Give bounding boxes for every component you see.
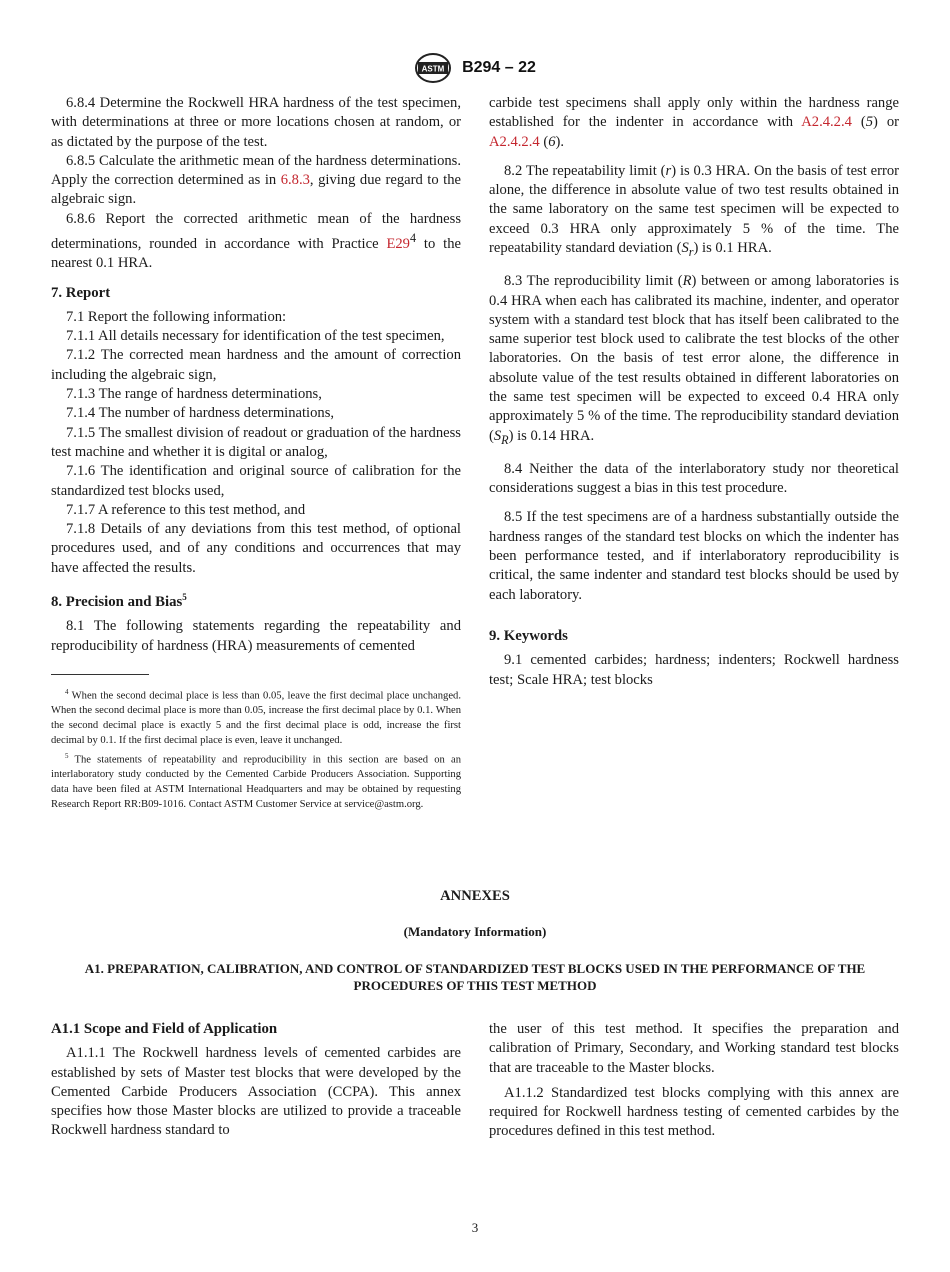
paragraph-9-1: 9.1 cemented carbides; hardness; indenters; Rockwell hardness test; Scale HRA; test blocks: [489, 652, 899, 688]
paragraph-7-1-4: 7.1.4 The number of hardness determinations,: [66, 405, 335, 422]
annex-a1-title: A1. PREPARATION, CALIBRATION, AND CONTROL OF STANDARDIZED TEST BLOCKS USED IN THE PERFORMANCE OF THE PROCEDURES OF THIS TEST METHOD: [84, 961, 866, 993]
paragraph-7-1-6: 7.1.6 The identification and original source of calibration for the standardized test blocks used,: [51, 463, 461, 499]
section-heading-a1-1: A1.1 Scope and Field of Application: [51, 1021, 278, 1037]
paragraph-7-1-2: 7.1.2 The corrected mean hardness and the amount of correction including the algebraic sign,: [51, 347, 461, 383]
paragraph-8-1: 8.1 The following statements regarding the repeatability and reproducibility of hardness (HRA) measurements of cemented: [51, 618, 461, 654]
page-header: [0, 52, 950, 84]
paragraph-a1-1-1: A1.1.1 The Rockwell hardness levels of cemented carbides are established by sets of Master test blocks that were developed by the Cemented Carbide Producers Association (CCPA). This annex specifies how those Master blocks are utilized to provide a traceable Rockwell hardness standard to: [51, 1045, 461, 1139]
paragraph-7-1-5: 7.1.5 The smallest division of readout or graduation of the hardness test machine and whether it is digital or analog,: [51, 424, 461, 460]
paragraph-a1-1-2: A1.1.2 Standardized test blocks complying with this annex are required for Rockwell hardness testing of cemented carbides by the procedures defined in this test method.: [489, 1084, 899, 1140]
section-heading-precision-bias: 8. Precision and Bias$^5$: [51, 591, 187, 610]
paragraph-7-1-3: 7.1.3 The range of hardness determinations,: [66, 386, 322, 403]
section-heading-report: 7. Report: [51, 284, 111, 301]
paragraph-7-1: 7.1 Report the following information:: [66, 308, 287, 325]
paragraph-8-1-continued: carbide test specimens shall apply only within the hardness range established for the indenter in accordance with A2.4.2.4 (5) or A2.4.2.4 (6).: [489, 95, 899, 150]
link-6-8-3[interactable]: 6.8.3: [280, 172, 310, 189]
paragraph-7-1-8: 7.1.8 Details of any deviations from this test method, of optional procedures used, and of any conditions and occurrences that may have affected the results.: [51, 521, 461, 576]
link-a2-4-2-4-first[interactable]: A2.4.2.4: [801, 114, 852, 131]
paragraph-6-8-5: 6.8.5 Calculate the arithmetic mean of the hardness determinations. Apply the correction determined as in 6.8.3, giving due regard to the algebraic sign.: [51, 152, 461, 208]
footnote-5: $^5$ The statements of repeatability and reproducibility in this section are based on an interlaboratory study conducted by the Cemented Carbide Producers Association. Supporting data have been filed at ASTM International Headquarters and may be obtained by requesting Research Report RR:B09-1016. Contact ASTM Customer Service at service@astm.org.: [51, 751, 461, 811]
section-heading-keywords: 9. Keywords: [489, 627, 568, 644]
paragraph-6-8-6: 6.8.6 Report the corrected arithmetic mean of the hardness determinations, rounded in accordance with Practice $E29^4$ to the nearest 0.1 HRA.: [51, 210, 461, 272]
document-id: B294 – 22: [462, 59, 536, 76]
footnote-ref-4: 4: [409, 231, 417, 246]
footnotes: [51, 685, 461, 813]
annex-right-column: [489, 1020, 899, 1142]
footnote-divider: [51, 674, 149, 675]
footnote-4: $^4$ When the second decimal place is less than 0.05, leave the first decimal place unchanged. When the second decimal place is more than 0.05, increase the first decimal place by 0.1. When the second decimal place is exactly 5 and the first decimal place is odd, increase the first decimal by 0.1. If the first decimal place is even, leave it unchanged.: [51, 687, 461, 747]
annexes-title: ANNEXES: [440, 888, 510, 904]
paragraph-8-2: 8.2 The repeatability limit (r) is 0.3 HRA. On the basis of test error alone, the difference in absolute value of two test results obtained in the same laboratory on the same test specimen will be expected to exceed 0.3 HRA only approximately 5 % of the time. The repeatability standard deviation $(S_r)$ is 0.1 HRA.: [489, 162, 900, 259]
svg-text:ASTM: ASTM: [421, 64, 445, 74]
footnote-ref-5: 5: [182, 591, 187, 602]
paragraph-7-1-1: 7.1.1 All details necessary for identification of the test specimen,: [66, 328, 445, 345]
left-column: [51, 94, 461, 813]
paragraph-6-8-4: 6.8.4 Determine the Rockwell HRA hardness of the test specimen, with determinations at three or more locations chosen at random, or as dictated by the purpose of the test.: [51, 95, 461, 150]
page-number: 3: [471, 1220, 479, 1235]
citation-6: 6: [548, 133, 556, 150]
astm-logo-icon: [414, 52, 452, 84]
link-a2-4-2-4-second[interactable]: A2.4.2.4: [489, 133, 540, 150]
annexes-subtitle: (Mandatory Information): [403, 924, 547, 939]
paragraph-8-4: 8.4 Neither the data of the interlaboratory study nor theoretical considerations suggest a bias in this test procedure.: [489, 460, 899, 497]
right-column: [489, 94, 899, 690]
paragraph-8-5: 8.5 If the test specimens are of a hardness substantially outside the hardness ranges of the standard test blocks on which the indenter has been performance tested, and if interlaboratory reproducibility is critical, the same indenter and standard test blocks should be used by each laboratory.: [489, 509, 899, 603]
paragraph-a1-1-1-continued: the user of this test method. It specifies the preparation and calibration of Primary, Secondary, and Working standard test blocks that are traceable to the Master blocks.: [489, 1021, 899, 1076]
paragraph-8-3: 8.3 The reproducibility limit (R) between or among laboratories is 0.4 HRA when each has calibrated its machine, indenter, and operator system with a standard test block that has itself been calibrated to the same superior test block used to calibrate the test blocks of the other laboratories. On the basis of test error alone, the difference in absolute value of the test results obtained in different laboratories on the same test specimen will be expected to exceed 0.4 HRA only approximately 5 % of the time. The reproducibility standard deviation $(S_R)$ is 0.14 HRA.: [489, 273, 900, 447]
annex-left-column: [51, 1020, 461, 1141]
citation-5: 5: [865, 114, 874, 131]
link-e29[interactable]: E29: [386, 235, 410, 252]
paragraph-7-1-7: 7.1.7 A reference to this test method, and: [66, 501, 306, 518]
